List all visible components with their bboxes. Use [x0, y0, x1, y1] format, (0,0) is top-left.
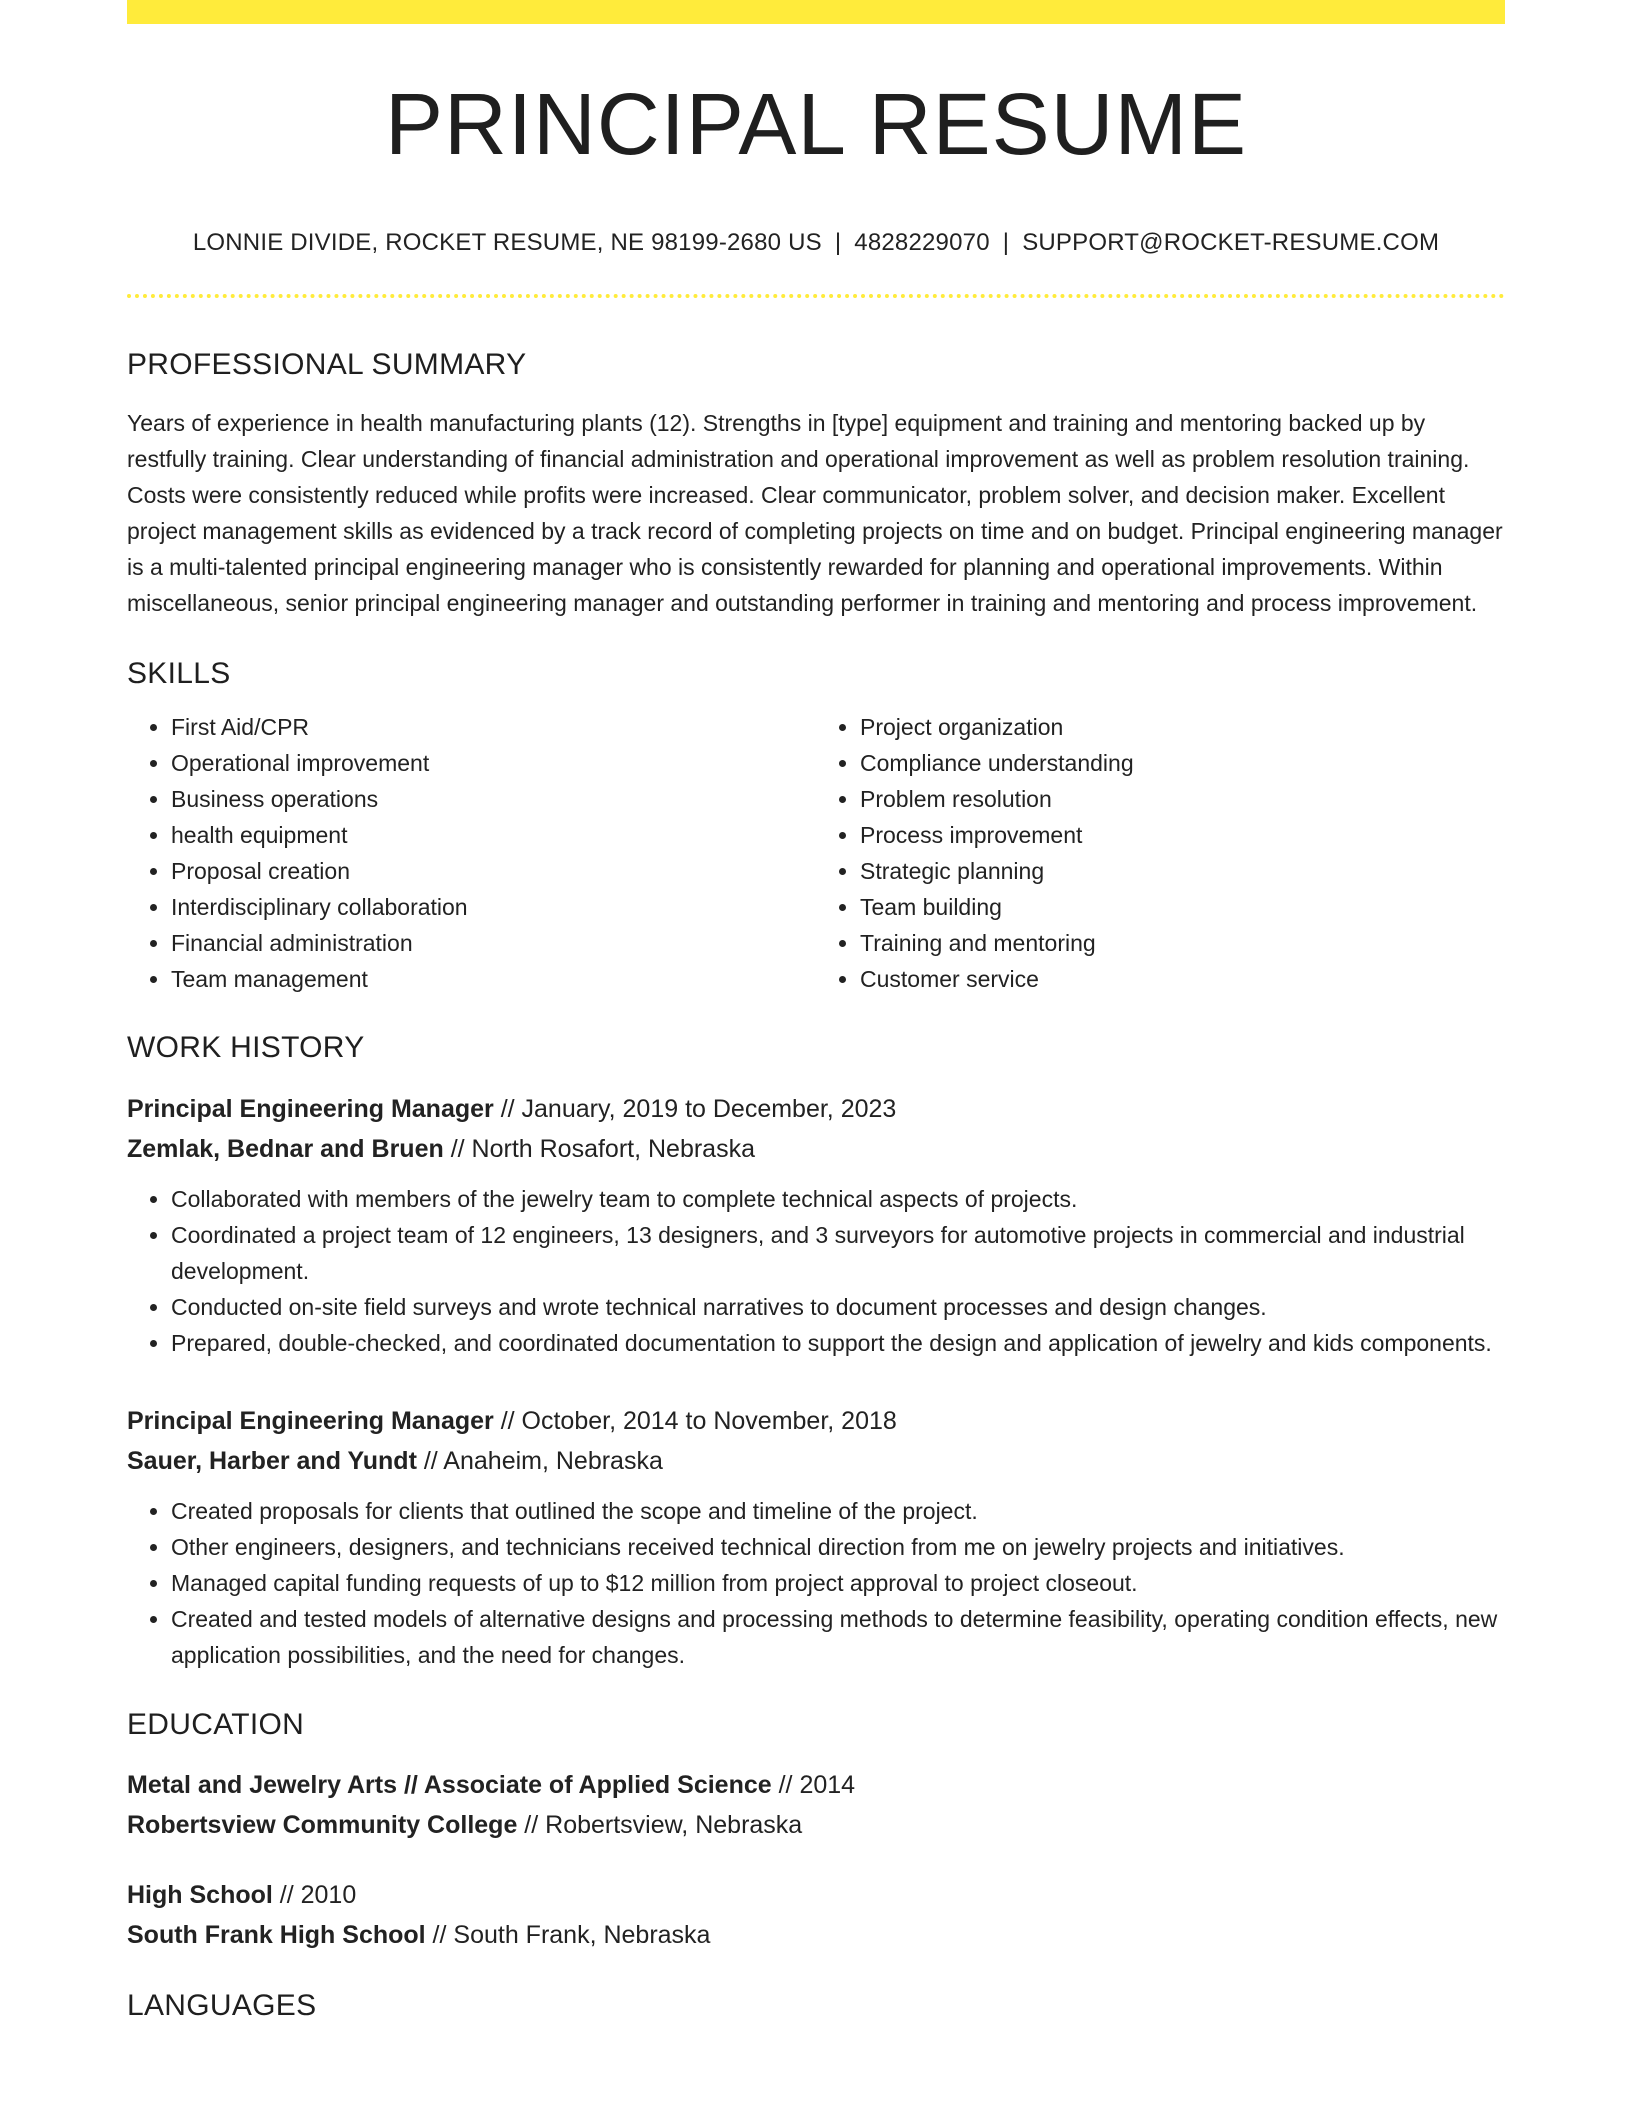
- skill-item: • Strategic planning: [860, 853, 1505, 889]
- accent-bar: [127, 0, 1505, 24]
- skill-item: • Problem resolution: [860, 781, 1505, 817]
- education-school-line: [127, 1915, 1505, 1955]
- job-bullet: • Created and tested models of alternative designs and processing methods to determine feasibility, operating condition effects, new application possibilities, and the need for changes.: [171, 1601, 1505, 1673]
- job-company-line: [127, 1129, 1505, 1169]
- education-school: South Frank High School: [127, 1921, 426, 1949]
- contact-address: LONNIE DIVIDE, ROCKET RESUME, NE 98199-2680 US: [192, 229, 822, 256]
- job-bullets: [127, 1493, 1505, 1673]
- summary-heading: PROFESSIONAL SUMMARY: [127, 348, 527, 381]
- job-company-line: [127, 1441, 1505, 1481]
- education-degree: Metal and Jewelry Arts // Associate of Applied Science: [127, 1771, 772, 1799]
- job-bullets: [127, 1181, 1505, 1361]
- dotted-divider: [127, 294, 1505, 298]
- job-location: // North Rosafort, Nebraska: [443, 1135, 755, 1163]
- contact-phone: 4828229070: [854, 229, 990, 256]
- job-dates: // January, 2019 to December, 2023: [493, 1095, 897, 1123]
- job-title-line: [127, 1089, 1505, 1129]
- job-role: Principal Engineering Manager: [127, 1095, 494, 1123]
- skill-item: • Compliance understanding: [860, 745, 1505, 781]
- education-heading: EDUCATION: [127, 1708, 305, 1741]
- job-role: Principal Engineering Manager: [127, 1407, 494, 1435]
- job-dates: // October, 2014 to November, 2018: [493, 1407, 897, 1435]
- skill-item: • Training and mentoring: [860, 925, 1505, 961]
- skill-item: • Business operations: [171, 781, 816, 817]
- job-bullet: • Managed capital funding requests of up to $12 million from project approval to project closeout.: [171, 1565, 1505, 1601]
- skills-heading: SKILLS: [127, 657, 231, 690]
- education-degree: High School: [127, 1881, 273, 1909]
- job-bullet: • Conducted on-site field surveys and wrote technical narratives to document processes and design changes.: [171, 1289, 1505, 1325]
- work-history-heading: WORK HISTORY: [127, 1031, 365, 1064]
- job-bullet: • Coordinated a project team of 12 engineers, 13 designers, and 3 surveyors for automotive projects in commercial and industrial development.: [171, 1217, 1505, 1289]
- languages-heading: LANGUAGES: [127, 1989, 317, 2022]
- job-entry: [127, 1089, 1505, 1361]
- resume-title: PRINCIPAL RESUME: [385, 76, 1247, 173]
- job-title-line: [127, 1401, 1505, 1441]
- contact-line: [127, 231, 1505, 255]
- skill-item: • Interdisciplinary collaboration: [171, 889, 816, 925]
- education-degree-line: [127, 1875, 1505, 1915]
- skill-item: • Proposal creation: [171, 853, 816, 889]
- job-location: // Anaheim, Nebraska: [416, 1447, 663, 1475]
- contact-separator: |: [1002, 229, 1010, 256]
- skills-columns: [127, 709, 1505, 997]
- skill-item: • Operational improvement: [171, 745, 816, 781]
- skill-item: • First Aid/CPR: [171, 709, 816, 745]
- contact-separator: |: [834, 229, 842, 256]
- job-entry: [127, 1401, 1505, 1673]
- education-school: Robertsview Community College: [127, 1811, 518, 1839]
- education-entry: [127, 1765, 1505, 1845]
- job-company: Sauer, Harber and Yundt: [127, 1447, 417, 1475]
- skills-list-right: [816, 709, 1505, 997]
- skill-item: • Process improvement: [860, 817, 1505, 853]
- job-bullet: • Other engineers, designers, and technicians received technical direction from me on jewelry projects and initiatives.: [171, 1529, 1505, 1565]
- skill-item: • Project organization: [860, 709, 1505, 745]
- summary-text: Years of experience in health manufacturing plants (12). Strengths in [type] equipment and training and mentoring backed up by restfully training. Clear understanding of financial administration and operational improvement as well as problem resolution training. Costs were consistently reduced while profits were increased. Clear communicator, problem solver, and decision maker. Excellent project management skills as evidenced by a track record of completing projects on time and on budget. Principal engineering manager is a multi-talented principal engineering manager who is consistently rewarded for planning and operational improvements. Within miscellaneous, senior principal engineering manager and outstanding performer in training and mentoring and process improvement.: [127, 410, 1503, 616]
- skill-item: • Team building: [860, 889, 1505, 925]
- skill-item: • Customer service: [860, 961, 1505, 997]
- job-bullet: • Prepared, double-checked, and coordinated documentation to support the design and application of jewelry and kids components.: [171, 1325, 1505, 1361]
- job-bullet: • Collaborated with members of the jewelry team to complete technical aspects of projects.: [171, 1181, 1505, 1217]
- skill-item: • health equipment: [171, 817, 816, 853]
- education-year: // 2014: [771, 1771, 856, 1799]
- skills-list-left: [127, 709, 816, 997]
- job-bullet: • Created proposals for clients that outlined the scope and timeline of the project.: [171, 1493, 1505, 1529]
- education-location: // Robertsview, Nebraska: [517, 1811, 803, 1839]
- education-entry: [127, 1875, 1505, 1955]
- education-year: // 2010: [272, 1881, 357, 1909]
- education-location: // South Frank, Nebraska: [425, 1921, 711, 1949]
- job-company: Zemlak, Bednar and Bruen: [127, 1135, 444, 1163]
- resume-content: [127, 24, 1505, 2021]
- contact-email: SUPPORT@ROCKET-RESUME.COM: [1022, 229, 1440, 256]
- skill-item: • Financial administration: [171, 925, 816, 961]
- education-degree-line: [127, 1765, 1505, 1805]
- education-school-line: [127, 1805, 1505, 1845]
- skill-item: • Team management: [171, 961, 816, 997]
